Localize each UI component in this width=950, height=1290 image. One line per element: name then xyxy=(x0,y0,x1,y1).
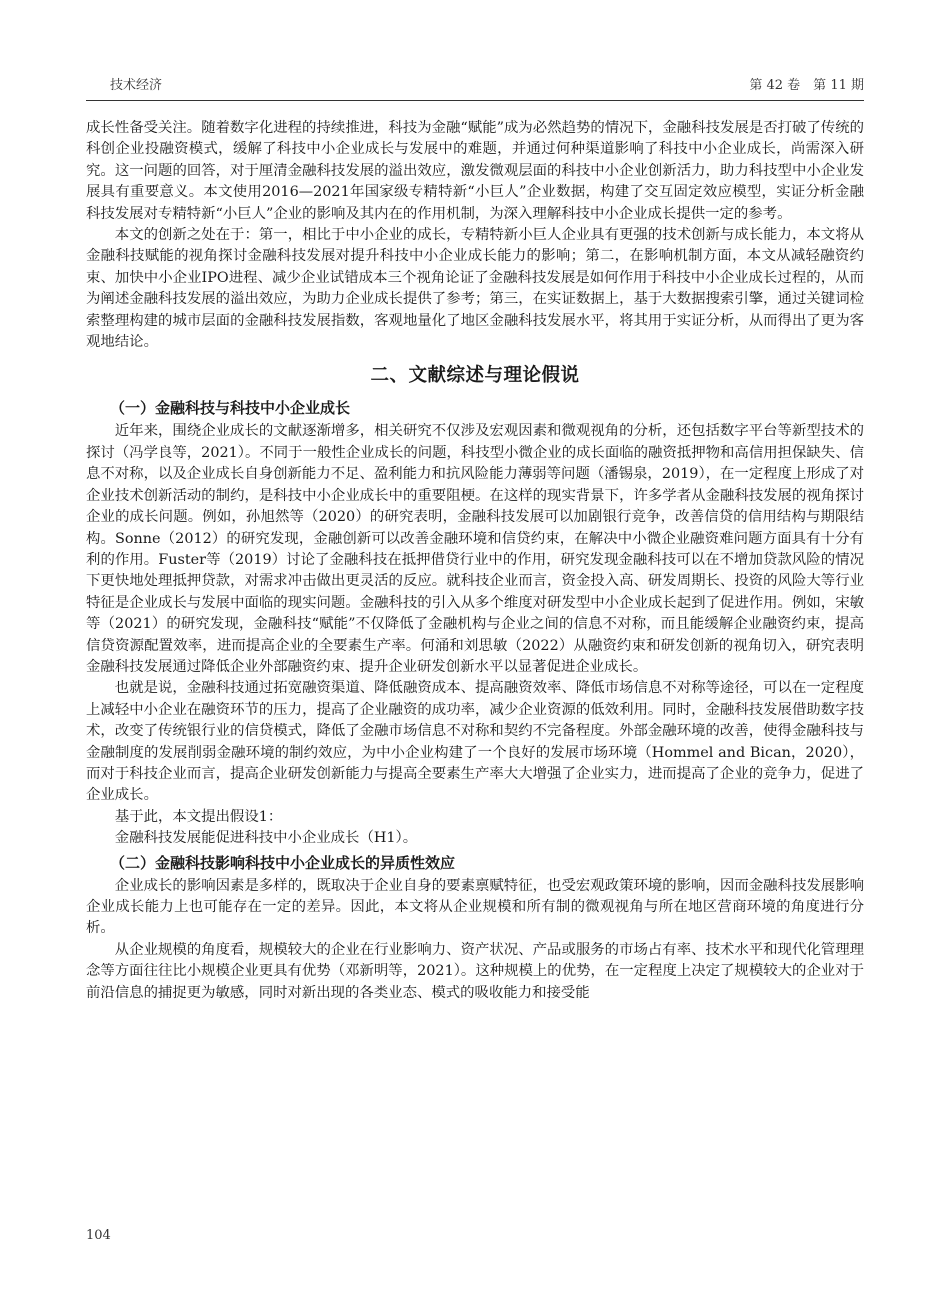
issue-info: 第 42 卷 第 11 期 xyxy=(749,78,864,93)
running-header xyxy=(86,74,864,96)
journal-name: 技术经济 xyxy=(110,78,163,93)
section-title: 二、文献综述与理论假说 xyxy=(370,365,580,387)
article-body xyxy=(86,118,864,1004)
page-number: 104 xyxy=(86,1228,111,1243)
header-rule xyxy=(86,100,864,101)
paragraph: 成长性备受关注。随着数字化进程的持续推进，科技为金融“赋能”成为必然趋势的情况下，金融科技发展是否打破了传统的科创企业投融资模式，缓解了科技中小企业成长与发展中的难题，并通过何种渠道影响了科技中小企业成长，尚需深入研究。这一问题的回答，对于厘清金融科技发展的溢出效应，激发微观层面的科技中小企业创新活力，助力科技型中小企业发展具有重要意义。本文使用2016—2021年国家级专精特新“小巨人”企业数据，构建了交互固定效应模型，实证分析金融科技发展对专精特新“小巨人”企业的影响及其内在的作用机制，为深入理解科技中小企业成长提供一定的参考。 xyxy=(86,120,864,222)
subsection-title: （二）金融科技影响科技中小企业成长的异质性效应 xyxy=(110,853,456,872)
paragraph: 企业成长的影响因素是多样的，既取决于企业自身的要素禀赋特征，也受宏观政策环境的影响，因而金融科技发展影响企业成长能力上也可能存在一定的差异。因此，本文将从企业规模和所有制的微观视角与所在地区营商环境的角度进行分析。 xyxy=(86,877,864,937)
paragraph: 近年来，围绕企业成长的文献逐渐增多，相关研究不仅涉及宏观因素和微观视角的分析，还包括数字平台等新型技术的探讨（冯学良等，2021）。不同于一般性企业成长的问题，科技型小微企业的成长面临的融资抵押物和高信用担保缺失、信息不对称，以及企业成长自身创新能力不足、盈利能力和抗风险能力薄弱等问题（潘锡泉，2019），在一定程度上形成了对企业技术创新活动的制约，是科技中小企业成长中的重要阻梗。在这样的现实背景下，许多学者从金融科技发展的视角探讨企业的成长问题。例如，孙旭然等（2020）的研究表明，金融科技发展可以加剧银行竞争，改善信贷的信用结构与期限结构。Sonne（2012）的研究发现，金融创新可以改善金融环境和信贷约束，在解决中小微企业融资难问题方面具有十分有利的作用。Fuster等（2019）讨论了金融科技在抵押借贷行业中的作用，研究发现金融科技可以在不增加贷款风险的情况下更快地处理抵押贷款，对需求冲击做出更灵活的反应。就科技企业而言，资金投入高、研发周期长、投资的风险大等行业特征是企业成长与发展中面临的现实问题。金融科技的引入从多个维度对研发型中小企业成长起到了促进作用。例如，宋敏等（2021）的研究发现，金融科技“赋能”不仅降低了金融机构与企业之间的信息不对称，而且能缓解企业融资约束，提高信贷资源配置效率，进而提高企业的全要素生产率。何涌和刘思敏（2022）从融资约束和研发创新的视角切入，研究表明金融科技发展通过降低企业外部融资约束、提升企业研发创新水平以显著促进企业成长。 xyxy=(86,423,864,675)
hypothesis: 金融科技发展能促进科技中小企业成长（H1）。 xyxy=(114,830,418,847)
paragraph: 本文的创新之处在于：第一，相比于中小企业的成长，专精特新小巨人企业具有更强的技术创新与成长能力，本文将从金融科技赋能的视角探讨金融科技发展对提升科技中小企业成长能力的影响；第二，在影响机制方面，本文从减轻融资约束、加快中小企业IPO进程、减少企业试错成本三个视角论证了金融科技发展是如何作用于科技中小企业成长过程的，从而为阐述金融科技发展的溢出效应，为助力企业成长提供了参考；第三，在实证数据上，基于大数据搜索引擎，通过关键词检索整理构建的城市层面的金融科技发展指数，客观地量化了地区金融科技发展水平，将其用于实证分析，从而得出了更为客观地结论。 xyxy=(86,227,864,351)
paragraph: 从企业规模的角度看，规模较大的企业在行业影响力、资产状况、产品或服务的市场占有率、技术水平和现代化管理理念等方面往往比小规模企业更具有优势（邓新明等，2021）。这种规模上的优势，在一定程度上决定了规模较大的企业对于前沿信息的捕捉更为敏感，同时对新出现的各类业态、模式的吸收能力和接受能 xyxy=(86,941,864,1001)
paragraph: 也就是说，金融科技通过拓宽融资渠道、降低融资成本、提高融资效率、降低市场信息不对称等途径，可以在一定程度上减轻中小企业在融资环节的压力，提高了企业融资的成功率，减少企业资源的低效利用。同时，金融科技发展借助数字技术，改变了传统银行业的信贷模式，降低了金融市场信息不对称和契约不完备程度。外部金融环境的改善，使得金融科技与金融制度的发展削弱金融环境的制约效应，为中小企业构建了一个良好的发展市场环境（Hommel and Bican，2020），而对于科技企业而言，提高企业研发创新能力与提高全要素生产率大大增强了企业实力，进而提高了企业的竞争力，促进了企业成长。 xyxy=(86,680,864,804)
paragraph: 基于此，本文提出假设1： xyxy=(114,808,283,825)
subsection-title: （一）金融科技与科技中小企业成长 xyxy=(110,399,351,418)
